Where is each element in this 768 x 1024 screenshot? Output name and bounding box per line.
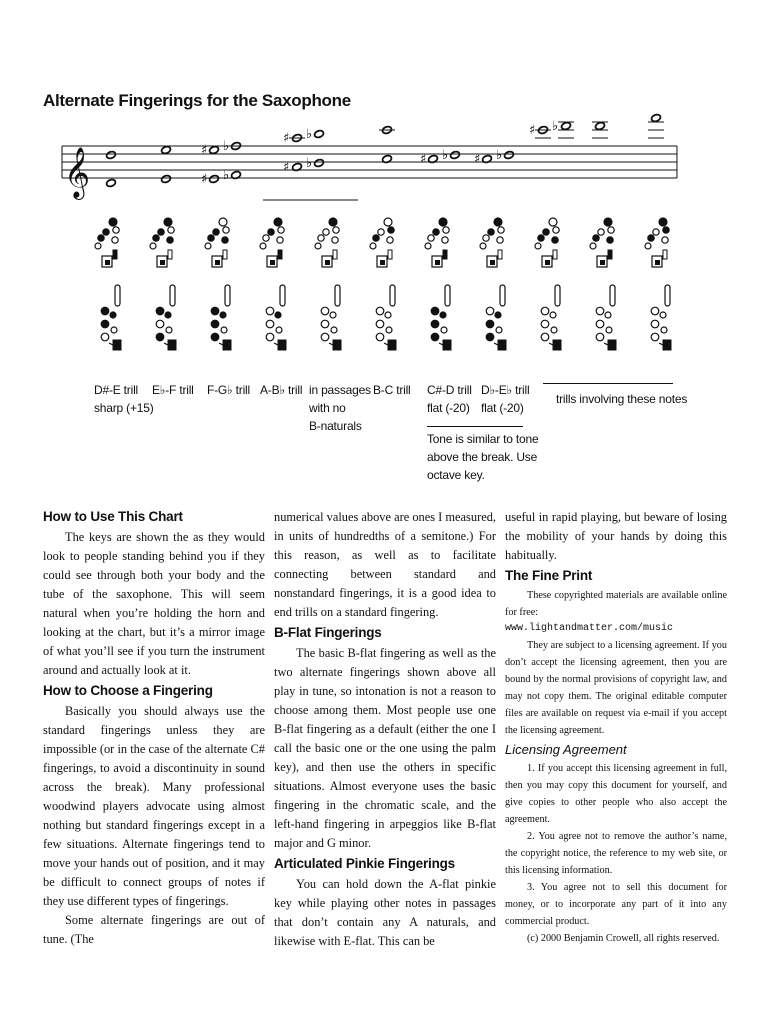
heading-how-to-use: How to Use This Chart xyxy=(43,509,183,524)
heading-fine-print: The Fine Print xyxy=(505,568,593,583)
website-url: www.lightandmatter.com/music xyxy=(505,623,674,634)
column-1 xyxy=(43,506,265,949)
fingering-diagram xyxy=(205,218,231,350)
column-3 xyxy=(505,508,727,947)
fingering-diagram xyxy=(260,218,286,350)
fingering-diagram xyxy=(535,218,561,350)
flat-icon: ♭ xyxy=(306,127,313,142)
fingering-diagram xyxy=(150,218,176,350)
caption-dsharp-e-trill: D#-E trill sharp (+15) xyxy=(94,383,154,415)
flat-icon: ♭ xyxy=(442,148,449,163)
sharp-icon: ♯ xyxy=(529,123,536,138)
sharp-icon: ♯ xyxy=(283,160,290,175)
fingering-diagram xyxy=(590,218,616,350)
paragraph-available: These copyrighted materials are available online for free: xyxy=(505,590,727,618)
caption-no-b-naturals: in passages with no B-naturals xyxy=(309,383,371,433)
license-item-3: 3. You agree not to sell this document for money, or to incorporate any part of it into any commercial product. xyxy=(505,882,727,927)
paragraph-out-of-tune: Some alternate fingerings are out of tune. (The xyxy=(43,913,265,946)
license-item-1: 1. If you accept this licensing agreement in full, then you may copy this document for yourself, and give copies to other people who also accept the agreement. xyxy=(505,763,727,825)
fingering-diagram xyxy=(95,218,121,350)
caption-f-gflat-trill: F-G♭ trill xyxy=(207,383,250,397)
fingering-diagram xyxy=(370,218,396,350)
column-2 xyxy=(274,508,496,951)
heading-bflat-fingerings: B-Flat Fingerings xyxy=(274,625,382,640)
flat-icon: ♭ xyxy=(223,139,230,154)
paragraph-bflat: The basic B-flat fingering as well as the two alternate fingerings shown above all play in tune, so intonation is not a reason to choose among them. Most people use one B-flat fingering as a default (either the one I call the basic one or the one using the palm key), and then use the others in specific situations. Almost everyone uses the basic fingering in the chromatic scale, and the left-hand fingering in arpeggios like B-flat major and G minor. xyxy=(274,646,496,850)
sharp-icon: ♯ xyxy=(201,143,208,158)
sharp-icon: ♯ xyxy=(474,152,481,167)
heading-how-to-choose: How to Choose a Fingering xyxy=(43,683,213,698)
tone-note-rule xyxy=(427,426,523,427)
license-item-2: 2. You agree not to remove the author’s name, the copyright notice, the reference to my web site, or this licensing information. xyxy=(505,831,727,876)
treble-clef-icon: 𝄞 xyxy=(64,147,91,198)
fingering-diagram xyxy=(480,218,506,350)
heading-licensing-agreement: Licensing Agreement xyxy=(505,742,627,757)
paragraph-how-to-choose: Basically you should always use the standard fingerings unless they are impossible (or in the case of the alternate C# fingerings, to avoid a discontinuity in sound across the break). Many professional woodwind players advocate using almost nothing but standard fingerings except in a few situations. Alternate fingerings tend to move your hands out of position, and it may be difficult to connect groups of notes if they use different types of fingerings. xyxy=(43,704,265,908)
paragraph-continued: numerical values above are ones I measured, in units of hundredths of a semitone.) For this reason, as well as to facilitate connecting between standard and nonstandard fingerings, it is a good idea to end trills on a standard fingering. xyxy=(274,510,496,619)
flat-icon: ♭ xyxy=(496,148,503,163)
flat-icon: ♭ xyxy=(552,119,559,134)
caption-b-c-trill: B-C trill xyxy=(373,383,411,397)
fingering-diagrams xyxy=(0,0,768,370)
copyright-notice: (c) 2000 Benjamin Crowell, all rights reserved. xyxy=(527,933,720,944)
caption-trills-group: trills involving these notes xyxy=(556,392,688,406)
page-title: Alternate Fingerings for the Saxophone xyxy=(43,91,351,110)
trills-group-rule xyxy=(543,383,673,384)
paragraph-subject: They are subject to a licensing agreement. If you don’t accept the licensing agreement, then you are bound by the normal provisions of copyright law, and may not copy them. The original editable computer files are available on request via e-mail if you accept the licensing agreement. xyxy=(505,640,727,736)
caption-dflat-eflat-trill: D♭-E♭ trill flat (-20) xyxy=(481,383,530,415)
caption-a-bflat-trill: A-B♭ trill xyxy=(260,383,303,397)
fingering-diagram xyxy=(645,218,671,350)
flat-icon: ♭ xyxy=(306,156,313,171)
fingering-diagram xyxy=(315,218,341,350)
fingering-diagram xyxy=(425,218,451,350)
caption-eflat-f-trill: E♭-F trill xyxy=(152,383,194,397)
paragraph-how-to-use: The keys are shown the as they would look to people standing behind you if they could see through both your body and the tube of the saxophone. This will seem natural when you’re holding the horn and looking at the chart, but it’s a mirror image of what you’ll see if you turn the instrument around and actually look at it. xyxy=(43,530,265,677)
caption-tone-note: Tone is similar to tone above the break. Use octave key. xyxy=(427,432,539,482)
heading-articulated-pinkie: Articulated Pinkie Fingerings xyxy=(274,856,455,871)
sharp-icon: ♯ xyxy=(201,172,208,187)
sharp-icon: ♯ xyxy=(283,131,290,146)
paragraph-continued-3: useful in rapid playing, but beware of losing the mobility of your hands by doing this habitually. xyxy=(505,510,727,562)
paragraph-pinkie: You can hold down the A-flat pinkie key while playing other notes in passages that don’t contain any A naturals, and likewise with E-flat. This can be xyxy=(274,877,496,948)
caption-csharp-d-trill: C#-D trill flat (-20) xyxy=(427,383,472,415)
sharp-icon: ♯ xyxy=(420,152,427,167)
flat-icon: ♭ xyxy=(223,168,230,183)
